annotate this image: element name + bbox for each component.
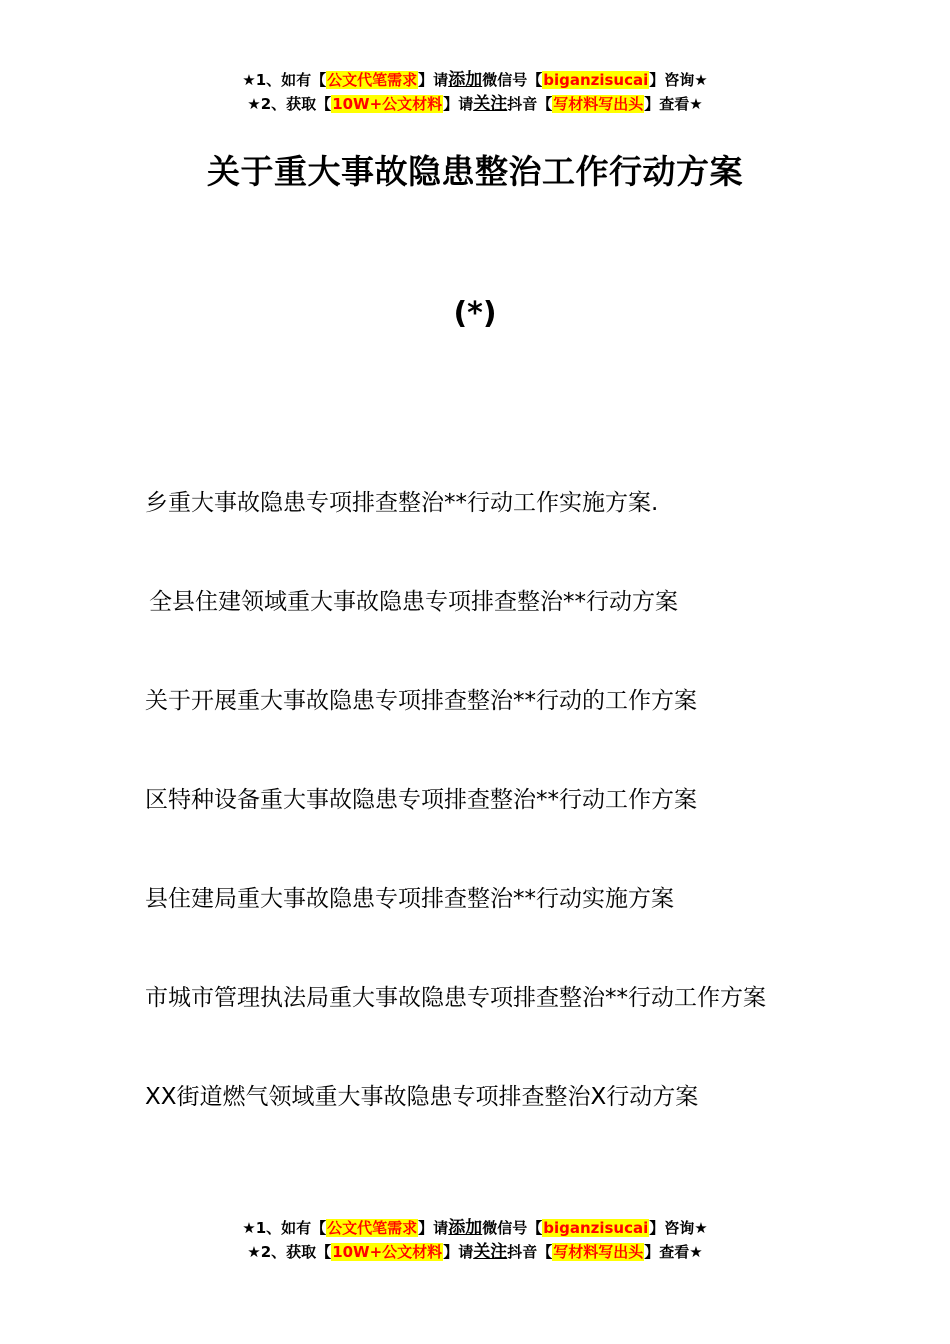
banner-highlight-douyin: 写材料写出头 — [553, 1243, 644, 1261]
banner-highlight-wechat-id: biganzisucai — [543, 1219, 649, 1237]
banner-highlight: 10W+公文材料 — [332, 95, 443, 113]
banner-text: 】请 — [418, 71, 449, 89]
banner-highlight: 公文代笔需求 — [327, 1219, 418, 1237]
banner-text: 】请 — [443, 1243, 474, 1261]
toc-item: 县住建局重大事故隐患专项排查整治**行动实施方案 — [145, 886, 674, 912]
banner-text: 】咨询★ — [649, 71, 708, 89]
footer-banner — [0, 1216, 950, 1264]
banner-highlight: 公文代笔需求 — [327, 71, 418, 89]
banner-text: 微信号【 — [482, 1219, 543, 1237]
banner-text: 】查看★ — [644, 1243, 703, 1261]
banner-highlight: 10W+公文材料 — [332, 1243, 443, 1261]
banner-text: 抖音【 — [507, 1243, 553, 1261]
toc-item: 关于开展重大事故隐患专项排查整治**行动的工作方案 — [145, 688, 697, 714]
banner-text: 】请 — [418, 1219, 449, 1237]
toc-item: XX街道燃气领域重大事故隐患专项排查整治X行动方案 — [145, 1084, 699, 1110]
toc-item: 全县住建领域重大事故隐患专项排查整治**行动方案 — [149, 589, 678, 615]
toc-item: 市城市管理执法局重大事故隐患专项排查整治**行动工作方案 — [145, 985, 766, 1011]
table-of-contents — [145, 478, 815, 1171]
toc-item: 乡重大事故隐患专项排查整治**行动工作实施方案. — [145, 490, 659, 516]
banner-text: ★2、获取【 — [247, 95, 332, 113]
banner-text: ★1、如有【 — [242, 1219, 327, 1237]
banner-text: ★1、如有【 — [242, 71, 327, 89]
banner-underlined: 关注 — [473, 1242, 508, 1262]
header-banner — [0, 68, 950, 116]
banner-underlined: 添加 — [448, 1218, 483, 1238]
banner-text: ★2、获取【 — [247, 1243, 332, 1261]
banner-line-1 — [0, 1216, 950, 1240]
toc-item: 区特种设备重大事故隐患专项排查整治**行动工作方案 — [145, 787, 697, 813]
banner-line-2 — [0, 1240, 950, 1264]
banner-underlined: 添加 — [448, 70, 483, 90]
banner-line-1 — [0, 68, 950, 92]
banner-text: 】查看★ — [644, 95, 703, 113]
banner-text: 】咨询★ — [649, 1219, 708, 1237]
banner-text: 】请 — [443, 95, 474, 113]
banner-line-2 — [0, 92, 950, 116]
document-title: 关于重大事故隐患整治工作行动方案 — [207, 152, 743, 191]
banner-highlight-wechat-id: biganzisucai — [543, 71, 649, 89]
document-subtitle: (*) — [453, 296, 497, 331]
banner-text: 微信号【 — [482, 71, 543, 89]
banner-highlight-douyin: 写材料写出头 — [553, 95, 644, 113]
banner-underlined: 关注 — [473, 94, 508, 114]
banner-text: 抖音【 — [507, 95, 553, 113]
